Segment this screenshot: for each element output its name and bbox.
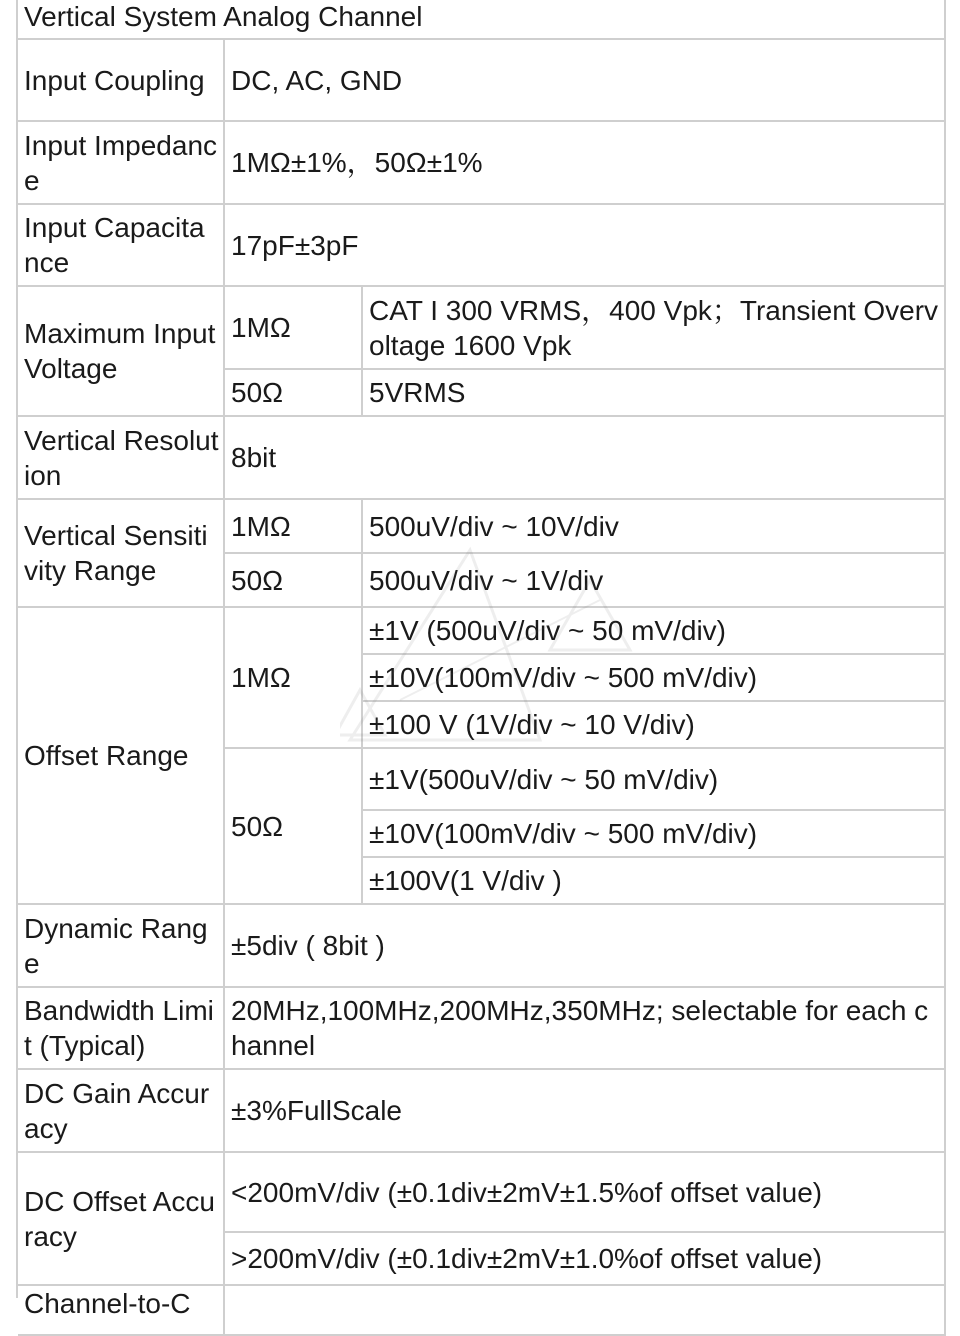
sub-label-offset-1m: 1MΩ bbox=[225, 608, 363, 749]
row-value-sensitivity-1m: 500uV/div ~ 10V/div bbox=[363, 500, 946, 554]
row-label-dc-gain-accuracy: DC Gain Accuracy bbox=[18, 1070, 225, 1153]
sub-label-max-voltage-1m: 1MΩ bbox=[225, 287, 363, 370]
row-value-bandwidth-limit: 20MHz,100MHz,200MHz,350MHz; selectable for each channel bbox=[225, 988, 946, 1070]
row-value-input-capacitance: 17pF±3pF bbox=[225, 205, 946, 287]
row-value-vertical-resolution: 8bit bbox=[225, 417, 946, 500]
offset-value-1m-1: ±1V (500uV/div ~ 50 mV/div) bbox=[363, 608, 946, 655]
row-value-sensitivity-50: 500uV/div ~ 1V/div bbox=[363, 554, 946, 608]
row-label-max-input-voltage: Maximum Input Voltage bbox=[18, 287, 225, 417]
row-value-input-impedance: 1MΩ±1%，50Ω±1% bbox=[225, 122, 946, 205]
row-value-dynamic-range: ±5div ( 8bit ) bbox=[225, 905, 946, 988]
offset-value-1m-2: ±10V(100mV/div ~ 500 mV/div) bbox=[363, 655, 946, 702]
offset-value-1m-3: ±100 V (1V/div ~ 10 V/div) bbox=[363, 702, 946, 749]
sub-label-max-voltage-50: 50Ω bbox=[225, 370, 363, 417]
row-value-max-voltage-1m: CAT I 300 VRMS，400 Vpk；Transient Overvoltage 1600 Vpk bbox=[363, 287, 946, 370]
offset-value-50-1: ±1V(500uV/div ~ 50 mV/div) bbox=[363, 749, 946, 811]
row-label-input-impedance: Input Impedance bbox=[18, 122, 225, 205]
row-label-vertical-resolution: Vertical Resolution bbox=[18, 417, 225, 500]
row-label-input-coupling: Input Coupling bbox=[18, 40, 225, 122]
row-value-dc-offset-accuracy-1: <200mV/div (±0.1div±2mV±1.5%of offset value) bbox=[225, 1153, 946, 1233]
sub-label-sensitivity-1m: 1MΩ bbox=[225, 500, 363, 554]
row-label-dynamic-range: Dynamic Range bbox=[18, 905, 225, 988]
offset-value-50-2: ±10V(100mV/div ~ 500 mV/div) bbox=[363, 811, 946, 858]
row-value-dc-gain-accuracy: ±3%FullScale bbox=[225, 1070, 946, 1153]
row-value-dc-offset-accuracy-2: >200mV/div (±0.1div±2mV±1.0%of offset value) bbox=[225, 1233, 946, 1286]
row-label-offset-range: Offset Range bbox=[18, 608, 225, 905]
sub-label-offset-50: 50Ω bbox=[225, 749, 363, 905]
row-value-max-voltage-50: 5VRMS bbox=[363, 370, 946, 417]
row-label-bandwidth-limit: Bandwidth Limit (Typical) bbox=[18, 988, 225, 1070]
row-value-input-coupling: DC, AC, GND bbox=[225, 40, 946, 122]
table-header: Vertical System Analog Channel bbox=[18, 0, 946, 40]
offset-value-50-3: ±100V(1 V/div ) bbox=[363, 858, 946, 905]
row-label-next: Channel-to-C bbox=[18, 1286, 225, 1336]
row-label-vertical-sensitivity: Vertical Sensitivity Range bbox=[18, 500, 225, 608]
row-value-next bbox=[225, 1286, 946, 1336]
row-label-input-capacitance: Input Capacitance bbox=[18, 205, 225, 287]
sub-label-sensitivity-50: 50Ω bbox=[225, 554, 363, 608]
row-label-dc-offset-accuracy: DC Offset Accuracy bbox=[18, 1153, 225, 1286]
spec-table bbox=[16, 0, 944, 1319]
